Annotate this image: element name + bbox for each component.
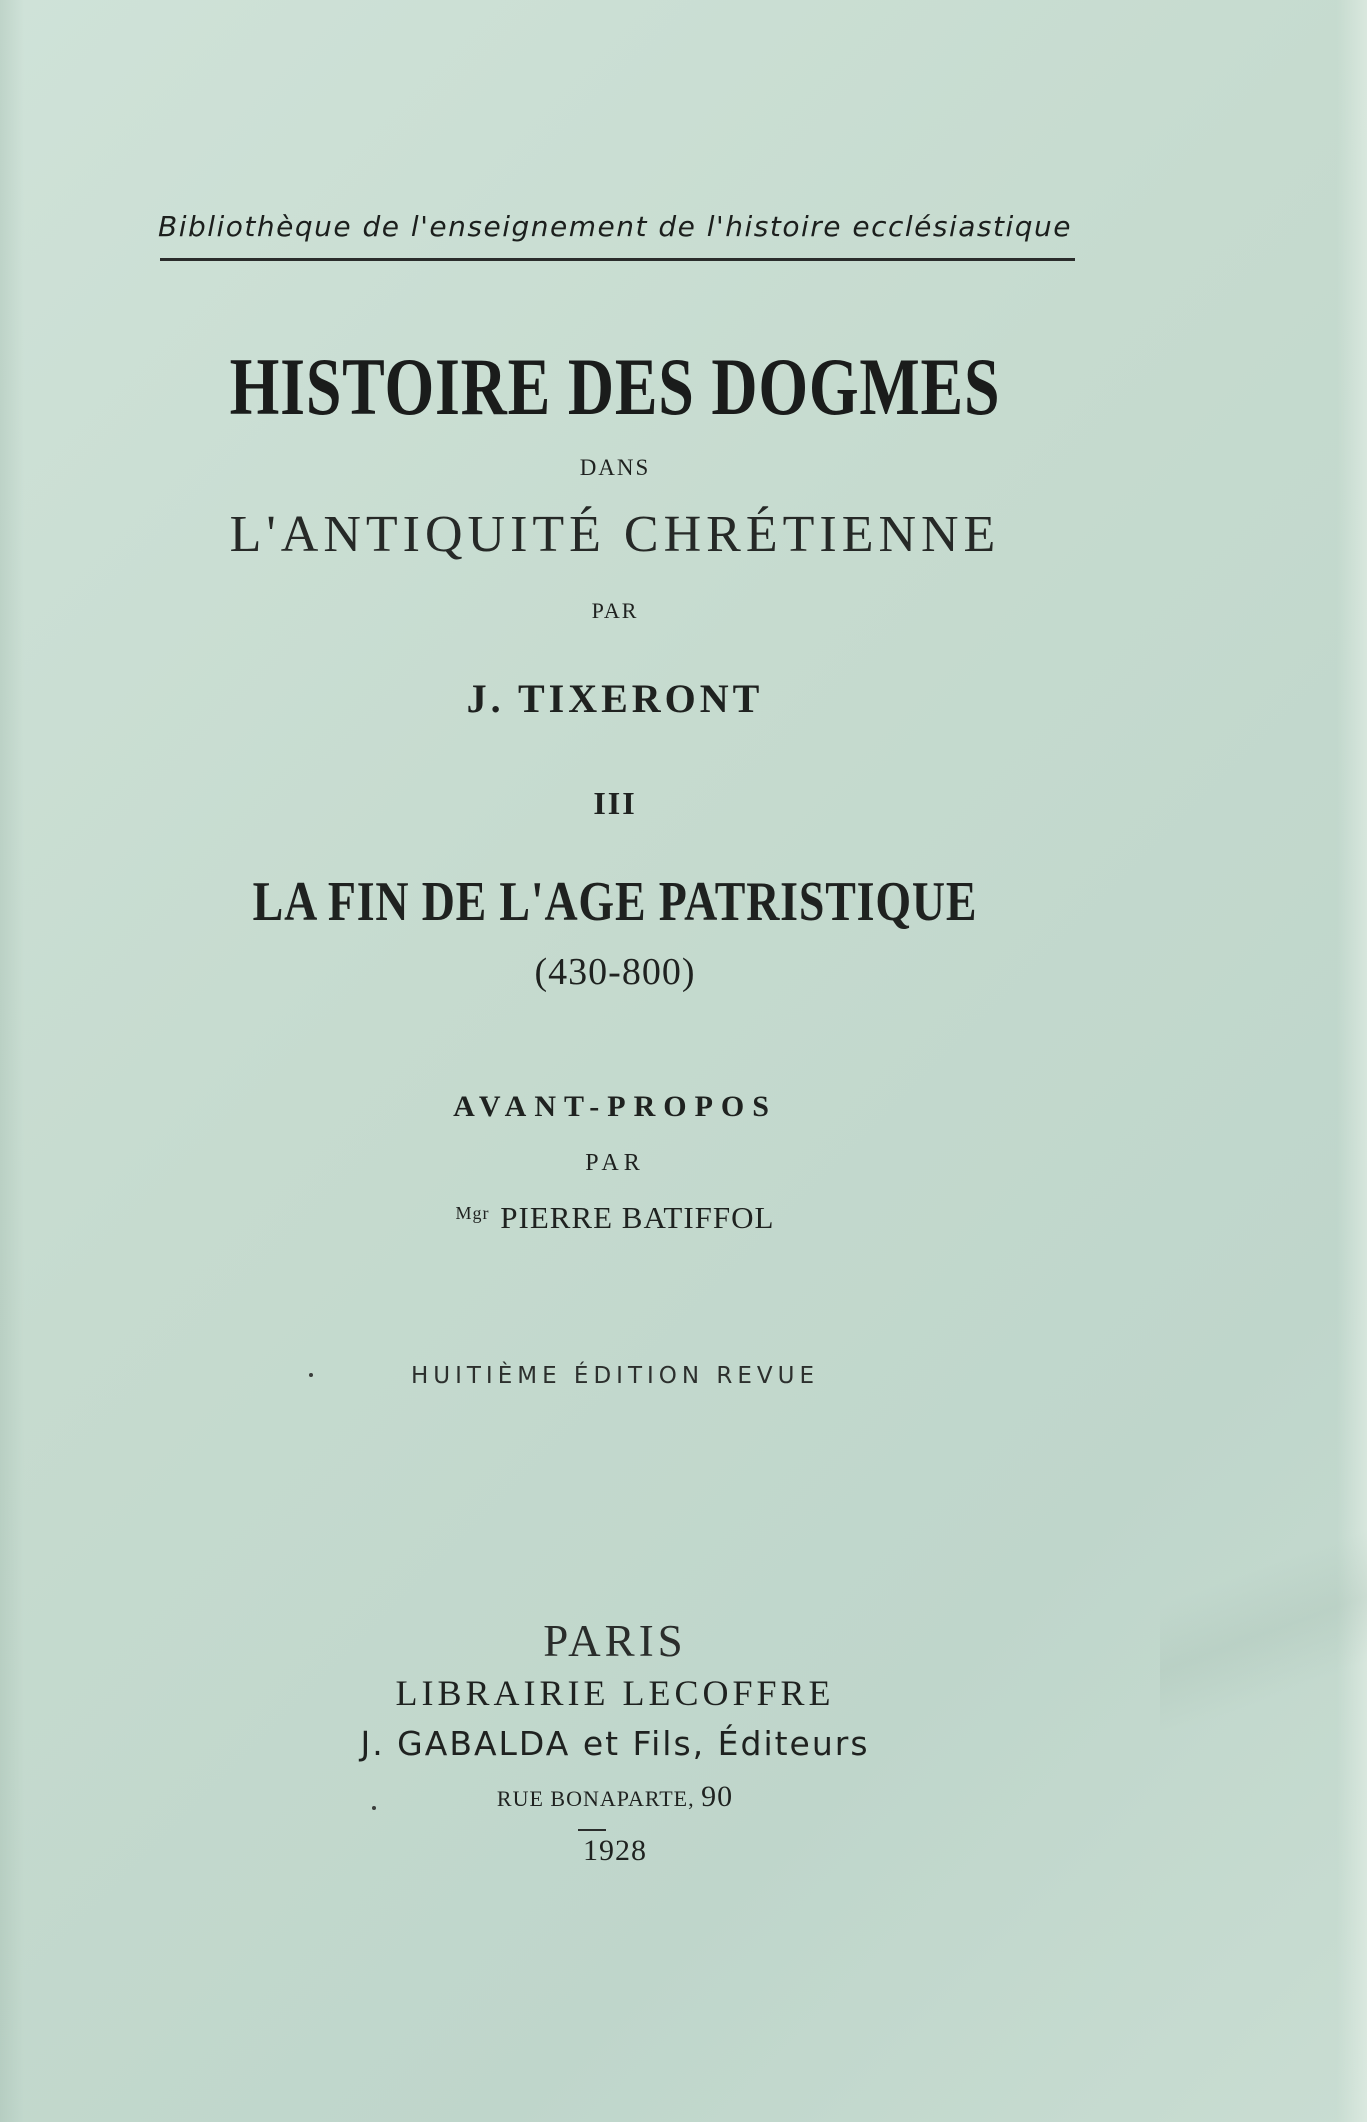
imprint-city: PARIS bbox=[543, 1616, 687, 1666]
preface-honorific: Mgr bbox=[455, 1203, 490, 1223]
year-rule bbox=[578, 1829, 606, 1831]
preface-author bbox=[0, 1200, 1230, 1236]
author-by-label: PAR bbox=[591, 598, 639, 623]
imprint-street-number: 90 bbox=[701, 1780, 734, 1813]
preface-heading: AVANT-PROPOS bbox=[453, 1090, 777, 1123]
book-title: HISTOIRE DES DOGMES bbox=[229, 341, 1001, 432]
volume-title: LA FIN DE L'AGE PATRISTIQUE bbox=[252, 871, 978, 933]
preface-author-name: PIERRE BATIFFOL bbox=[500, 1200, 775, 1235]
series-title: Bibliothèque de l'enseignement de l'histoire ecclésiastique bbox=[157, 210, 1073, 243]
imprint-year: 1928 bbox=[583, 1834, 647, 1867]
author-name: J. TIXERONT bbox=[466, 676, 764, 721]
paper-speck bbox=[309, 1373, 313, 1377]
book-subtitle: L'ANTIQUITÉ CHRÉTIENNE bbox=[229, 506, 1001, 563]
volume-dates: (430-800) bbox=[534, 951, 696, 993]
preface-by-label: PAR bbox=[585, 1150, 645, 1176]
paper-speck bbox=[372, 1806, 376, 1810]
series-rule bbox=[160, 258, 1075, 261]
title-connector: DANS bbox=[579, 455, 651, 480]
imprint-bookshop: LIBRAIRIE LECOFFRE bbox=[395, 1673, 835, 1713]
imprint-street: RUE BONAPARTE, bbox=[496, 1786, 695, 1811]
imprint-address bbox=[0, 1780, 1230, 1814]
page-edge-highlight bbox=[1337, 0, 1367, 2122]
volume-number: III bbox=[593, 785, 637, 821]
imprint-publisher: J. GABALDA et Fils, Éditeurs bbox=[360, 1724, 870, 1763]
edition-statement: HUITIÈME ÉDITION REVUE bbox=[410, 1363, 820, 1389]
